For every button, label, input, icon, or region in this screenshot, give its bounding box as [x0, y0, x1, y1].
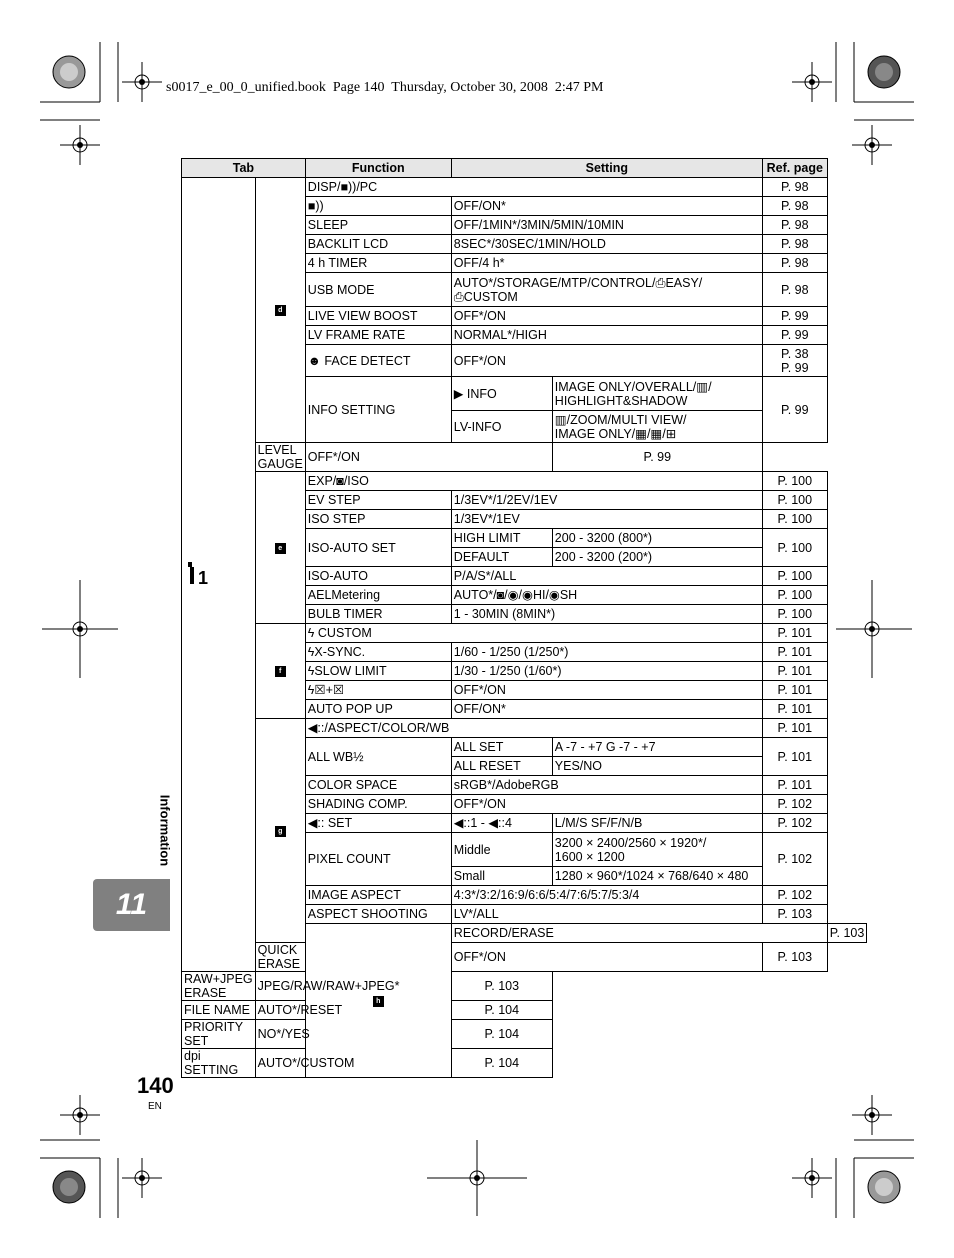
section-icon-e: e [255, 472, 305, 624]
wrench-1-icon [184, 558, 212, 588]
setting-cell: OFF*/ON [451, 681, 762, 700]
setting-cell: OFF*/ON [451, 943, 762, 972]
function-cell: FILE NAME [182, 1001, 256, 1020]
function-cell: ϟX-SYNC. [305, 643, 451, 662]
ref-cell: P. 103 [762, 943, 827, 972]
setting-cell: ▥/ZOOM/MULTI VIEW/ IMAGE ONLY/▦/▦/⊞ [552, 411, 762, 443]
function-cell: ISO-AUTO [305, 567, 451, 586]
function-cell: SLEEP [305, 216, 451, 235]
ref-cell: P. 100 [762, 529, 827, 567]
col-header-ref: Ref. page [762, 159, 827, 178]
function-cell: EV STEP [305, 491, 451, 510]
ref-cell: P. 99 [762, 377, 827, 443]
function-cell: ◀::/ASPECT/COLOR/WB [305, 719, 762, 738]
page-number: 140 [137, 1073, 174, 1098]
ref-cell: P. 99 [552, 443, 762, 472]
ref-cell: P. 98 [762, 254, 827, 273]
col-header-tab: Tab [182, 159, 306, 178]
function-cell: ALL WB½ [305, 738, 451, 776]
table-header-row [182, 159, 867, 178]
setting-cell: OFF/ON* [451, 700, 762, 719]
setting-cell: 200 - 3200 (200*) [552, 548, 762, 567]
ref-cell: P. 101 [762, 738, 827, 776]
setting-cell: 8SEC*/30SEC/1MIN/HOLD [451, 235, 762, 254]
subfunction-cell: ▶ INFO [451, 377, 552, 411]
setting-cell: 4:3*/3:2/16:9/6:6/5:4/7:6/5:7/5:3/4 [451, 886, 762, 905]
function-cell: RAW+JPEG ERASE [182, 972, 256, 1001]
ref-cell: P. 100 [762, 491, 827, 510]
chapter-tab: 11 [93, 879, 170, 931]
setting-cell: 1 - 30MIN (8MIN*) [451, 605, 762, 624]
function-cell: DISP/■))/PC [305, 178, 762, 197]
setting-cell: LV*/ALL [451, 905, 762, 924]
table-row [182, 1001, 867, 1020]
ref-cell: P. 103 [451, 972, 552, 1001]
subfunction-cell: DEFAULT [451, 548, 552, 567]
subfunction-cell: Middle [451, 833, 552, 867]
function-cell: EXP/◙/ISO [305, 472, 762, 491]
ref-cell: P. 101 [762, 719, 827, 738]
table-row [182, 443, 867, 472]
function-cell: ISO STEP [305, 510, 451, 529]
settings-table [181, 158, 867, 1078]
setting-cell: NORMAL*/HIGH [451, 326, 762, 345]
setting-cell: 200 - 3200 (800*) [552, 529, 762, 548]
setting-cell: NO*/YES [255, 1020, 451, 1049]
setting-cell: OFF*/ON [451, 345, 762, 377]
function-cell: ■)) [305, 197, 451, 216]
function-cell: AELMetering [305, 586, 451, 605]
section-icon-h: h [305, 924, 451, 1078]
table-row [182, 1049, 867, 1078]
setting-cell: 1/3EV*/1EV [451, 510, 762, 529]
setting-cell: OFF*/ON [451, 307, 762, 326]
subfunction-cell: HIGH LIMIT [451, 529, 552, 548]
ref-cell: P. 38 P. 99 [762, 345, 827, 377]
ref-cell: P. 103 [762, 905, 827, 924]
ref-cell: P. 99 [762, 307, 827, 326]
setting-cell: AUTO*/◙/◉/◉HI/◉SH [451, 586, 762, 605]
function-cell: ϟ CUSTOM [305, 624, 762, 643]
function-cell: ◀:: SET [305, 814, 451, 833]
setting-cell: 3200 × 2400/2560 × 1920*/ 1600 × 1200 [552, 833, 762, 867]
function-cell: USB MODE [305, 273, 451, 307]
function-cell: QUICK ERASE [255, 943, 305, 972]
ref-cell: P. 101 [762, 776, 827, 795]
subfunction-cell: ALL SET [451, 738, 552, 757]
function-cell: BULB TIMER [305, 605, 451, 624]
ref-cell: P. 100 [762, 605, 827, 624]
ref-cell: P. 102 [762, 814, 827, 833]
ref-cell: P. 98 [762, 178, 827, 197]
function-cell: LIVE VIEW BOOST [305, 307, 451, 326]
setting-cell: 1280 × 960*/1024 × 768/640 × 480 [552, 867, 762, 886]
function-cell: 4 h TIMER [305, 254, 451, 273]
subfunction-cell: Small [451, 867, 552, 886]
ref-cell: P. 101 [762, 624, 827, 643]
setting-cell: OFF/ON* [451, 197, 762, 216]
setting-cell: A -7 - +7 G -7 - +7 [552, 738, 762, 757]
function-cell: ϟSLOW LIMIT [305, 662, 451, 681]
function-cell: ASPECT SHOOTING [305, 905, 451, 924]
subfunction-cell: ALL RESET [451, 757, 552, 776]
ref-cell: P. 102 [762, 833, 827, 886]
section-icon-f: f [255, 624, 305, 719]
table-row [182, 972, 867, 1001]
function-cell: IMAGE ASPECT [305, 886, 451, 905]
section-label: Information [157, 794, 173, 867]
setting-cell: 1/3EV*/1/2EV/1EV [451, 491, 762, 510]
table-row [182, 178, 867, 197]
ref-cell: P. 100 [762, 586, 827, 605]
function-cell: SHADING COMP. [305, 795, 451, 814]
function-cell: ϟ☒+☒ [305, 681, 451, 700]
table-row [182, 1020, 867, 1049]
tab-cell [182, 178, 256, 972]
ref-cell: P. 101 [762, 662, 827, 681]
section-icon-d: d [255, 178, 305, 443]
function-cell: PRIORITY SET [182, 1020, 256, 1049]
ref-cell: P. 98 [762, 235, 827, 254]
ref-cell: P. 103 [827, 924, 867, 943]
ref-cell: P. 104 [451, 1001, 552, 1020]
ref-cell: P. 98 [762, 273, 827, 307]
col-header-function: Function [305, 159, 451, 178]
table-row [182, 472, 867, 491]
setting-cell: OFF*/ON [451, 795, 762, 814]
function-cell: PIXEL COUNT [305, 833, 451, 886]
ref-cell: P. 100 [762, 567, 827, 586]
function-cell: dpi SETTING [182, 1049, 256, 1078]
function-cell: ISO-AUTO SET [305, 529, 451, 567]
col-header-setting: Setting [451, 159, 762, 178]
setting-cell: OFF/1MIN*/3MIN/5MIN/10MIN [451, 216, 762, 235]
subfunction-cell: ◀::1 - ◀::4 [451, 814, 552, 833]
ref-cell: P. 102 [762, 795, 827, 814]
function-cell: INFO SETTING [305, 377, 451, 443]
function-cell: LV FRAME RATE [305, 326, 451, 345]
setting-cell: 1/60 - 1/250 (1/250*) [451, 643, 762, 662]
function-cell: BACKLIT LCD [305, 235, 451, 254]
ref-cell: P. 104 [451, 1049, 552, 1078]
function-cell: AUTO POP UP [305, 700, 451, 719]
ref-cell: P. 102 [762, 886, 827, 905]
setting-cell: AUTO*/RESET [255, 1001, 451, 1020]
section-icon-g: g [255, 719, 305, 943]
setting-cell: YES/NO [552, 757, 762, 776]
ref-cell: P. 100 [762, 510, 827, 529]
function-cell: LEVEL GAUGE [255, 443, 305, 472]
function-cell: COLOR SPACE [305, 776, 451, 795]
ref-cell: P. 98 [762, 216, 827, 235]
subfunction-cell: LV-INFO [451, 411, 552, 443]
book-header: s0017_e_00_0_unified.book Page 140 Thursday, October 30, 2008 2:47 PM [166, 80, 604, 95]
svg-text:1: 1 [198, 568, 209, 588]
setting-cell: AUTO*/STORAGE/MTP/CONTROL/⎙EASY/ ⎙CUSTOM [451, 273, 762, 307]
setting-cell: OFF*/ON [305, 443, 552, 472]
ref-cell: P. 100 [762, 472, 827, 491]
setting-cell: AUTO*/CUSTOM [255, 1049, 451, 1078]
setting-cell: 1/30 - 1/250 (1/60*) [451, 662, 762, 681]
table-row [182, 719, 867, 738]
table-row [182, 624, 867, 643]
setting-cell: sRGB*/AdobeRGB [451, 776, 762, 795]
setting-cell: JPEG/RAW/RAW+JPEG* [255, 972, 451, 1001]
language-code: EN [148, 1101, 162, 1112]
ref-cell: P. 98 [762, 197, 827, 216]
setting-cell: OFF/4 h* [451, 254, 762, 273]
function-cell: RECORD/ERASE [451, 924, 827, 943]
setting-cell: IMAGE ONLY/OVERALL/▥/ HIGHLIGHT&SHADOW [552, 377, 762, 411]
setting-cell: L/M/S SF/F/N/B [552, 814, 762, 833]
table-row [182, 943, 867, 972]
ref-cell: P. 99 [762, 326, 827, 345]
ref-cell: P. 104 [451, 1020, 552, 1049]
setting-cell: P/A/S*/ALL [451, 567, 762, 586]
ref-cell: P. 101 [762, 681, 827, 700]
function-cell: ☻ FACE DETECT [305, 345, 451, 377]
ref-cell: P. 101 [762, 643, 827, 662]
ref-cell: P. 101 [762, 700, 827, 719]
